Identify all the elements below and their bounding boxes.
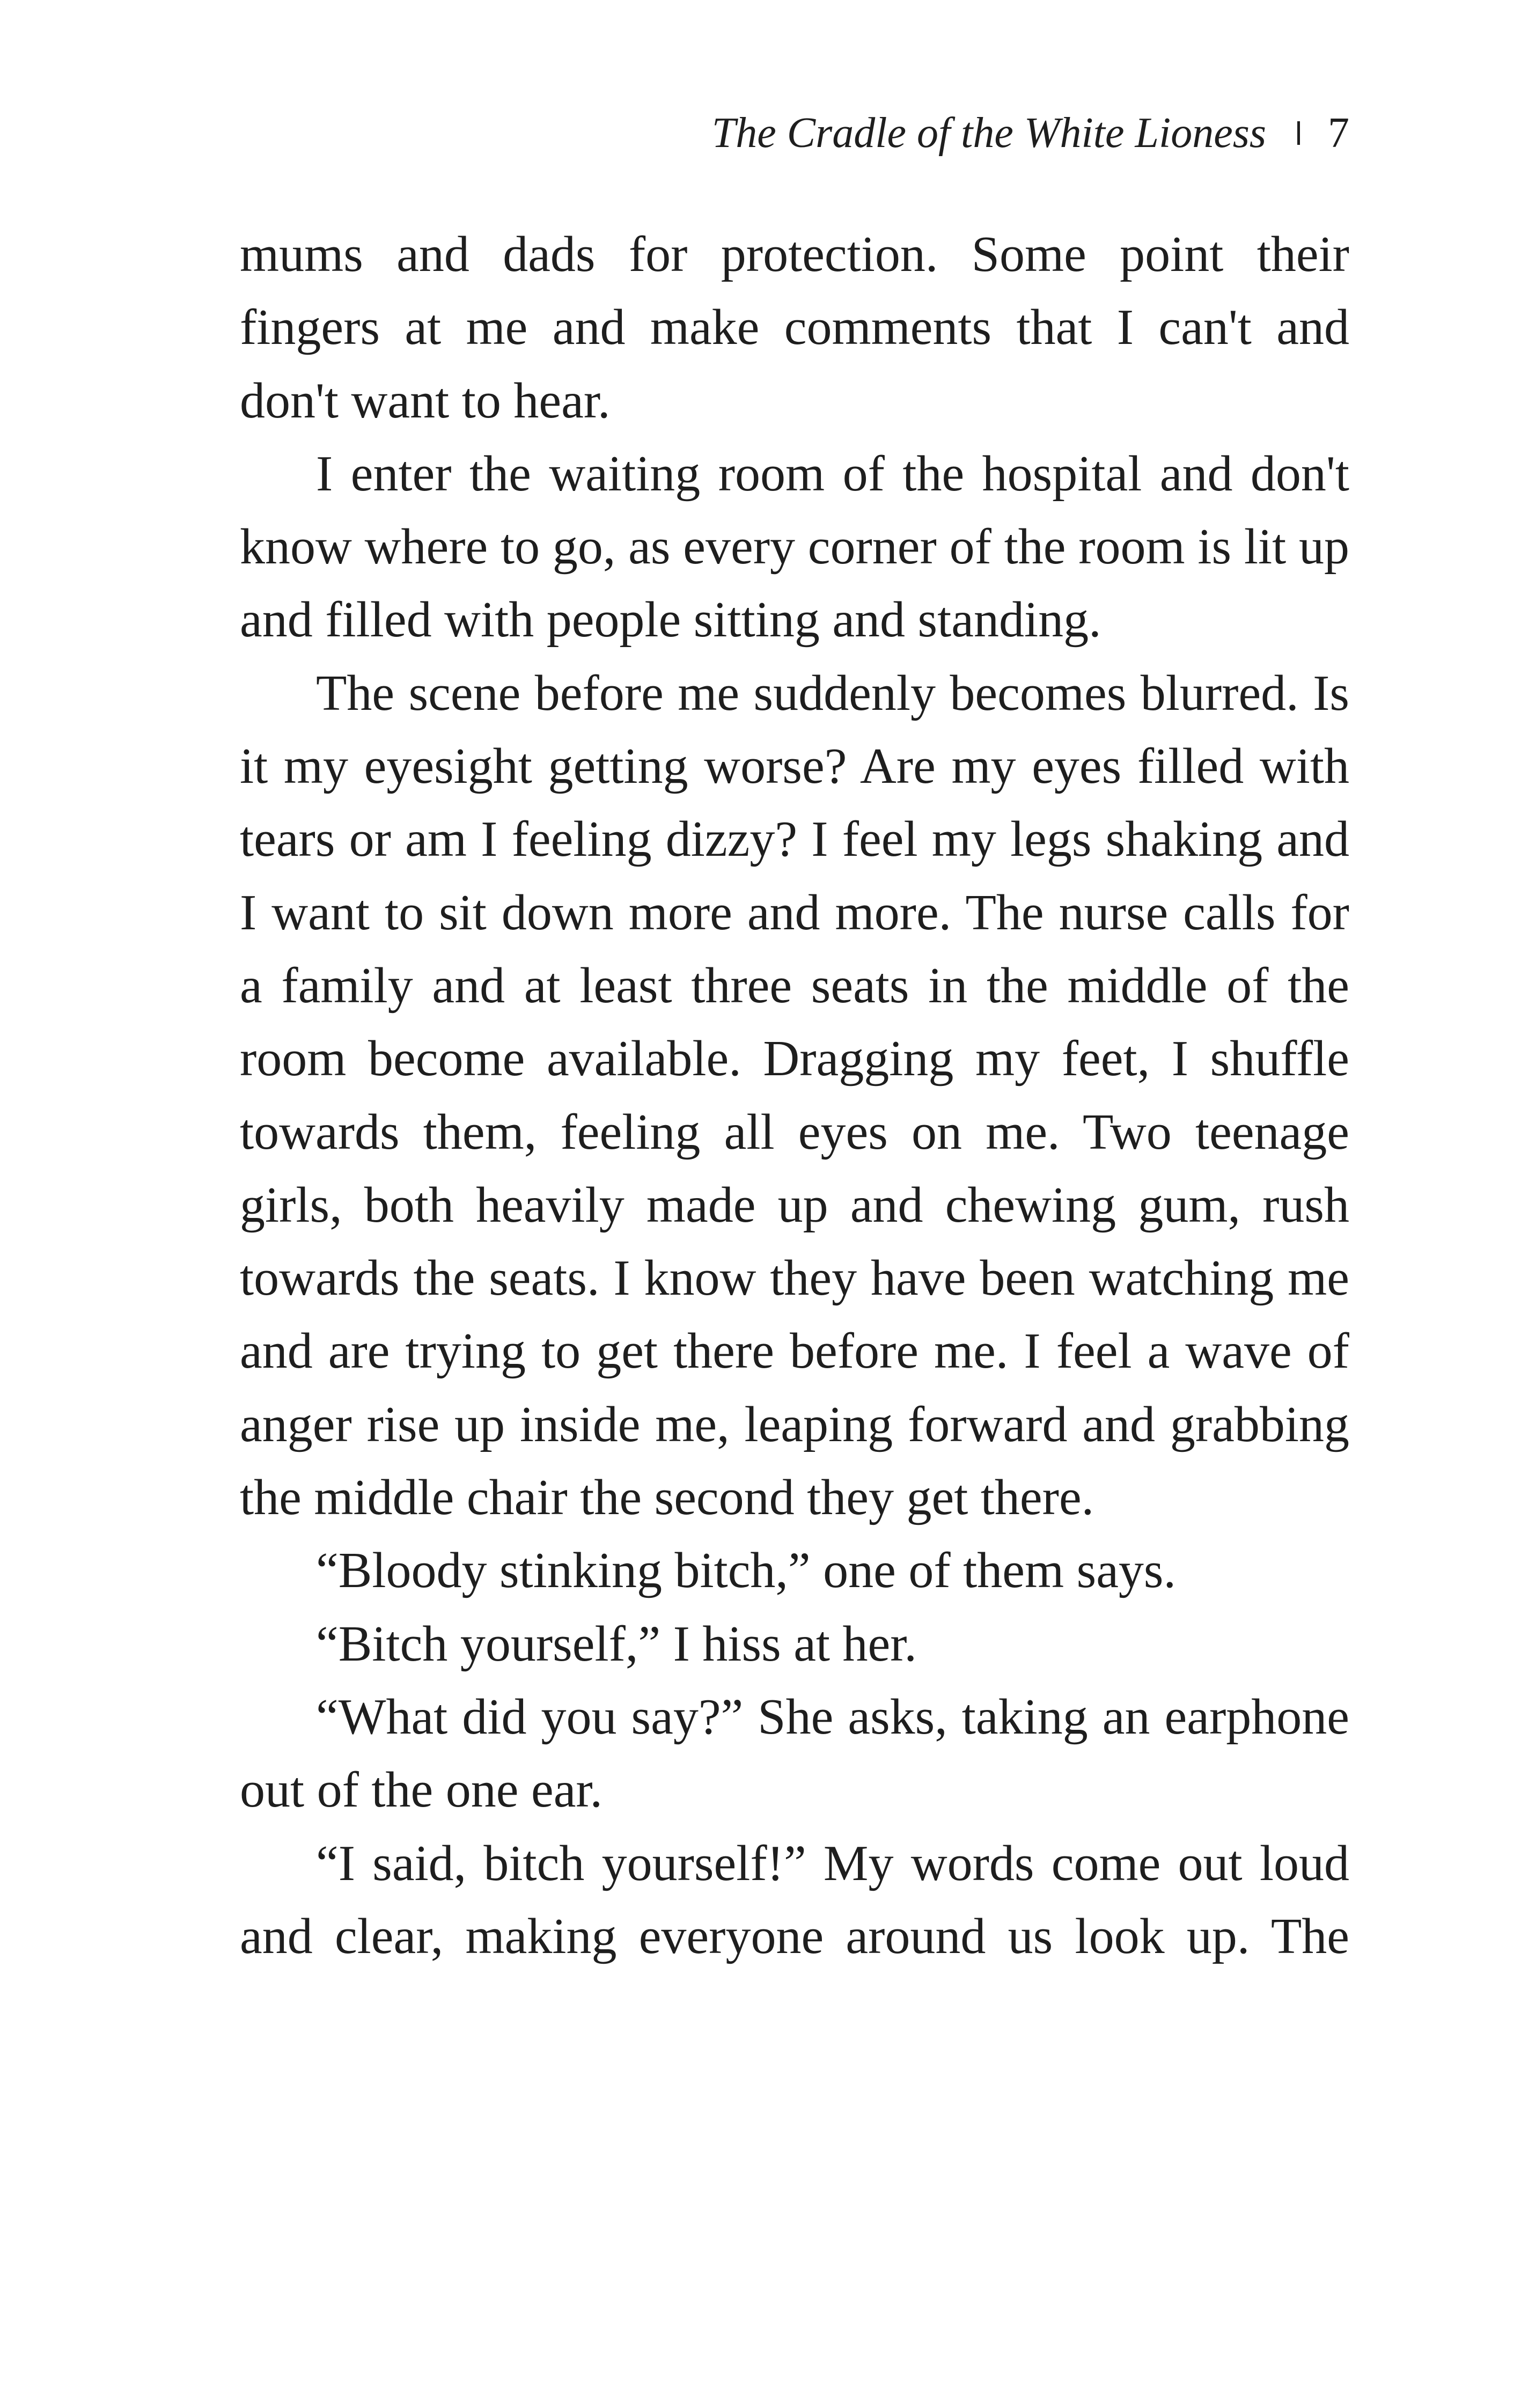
paragraph: mums and dads for protection. Some point their fingers at me and make comments that I can't and don't want to hear.	[240, 226, 1349, 429]
book-title: The Cradle of the White Lioness	[711, 109, 1266, 157]
paragraph: I enter the waiting room of the hospital and don't know where to go, as every corner of the room is lit up and filled with people sitting and standing.	[240, 445, 1349, 648]
page-number: 7	[1328, 109, 1349, 157]
paragraph: The scene before me suddenly becomes blurred. Is it my eyesight getting worse? Are my eyes filled with tears or am I feeling dizzy? I feel my legs shaking and I want to sit down more and more. The nurse calls for a family and at least three seats in the middle of the room become available. Dragging my feet, I shuffle towards them, feeling all eyes on me. Two teenage girls, both heavily made up and chewing gum, rush towards the seats. I know they have been watching me and are trying to get there before me. I feel a wave of anger rise up inside me, leaping forward and grabbing the middle chair the second they get there.	[240, 665, 1349, 1526]
paragraph: “What did you say?” She asks, taking an earphone out of the one ear.	[240, 1688, 1349, 1818]
running-head	[712, 106, 1349, 160]
paragraph: “Bitch yourself,” I hiss at her.	[316, 1616, 917, 1672]
paragraph: “I said, bitch yourself!” My words come out loud and clear, making everyone around us look up. The	[240, 1835, 1349, 1964]
paragraph: “Bloody stinking bitch,” one of them says.	[316, 1543, 1177, 1599]
body-text	[240, 218, 1349, 1973]
header-separator	[1297, 121, 1300, 145]
